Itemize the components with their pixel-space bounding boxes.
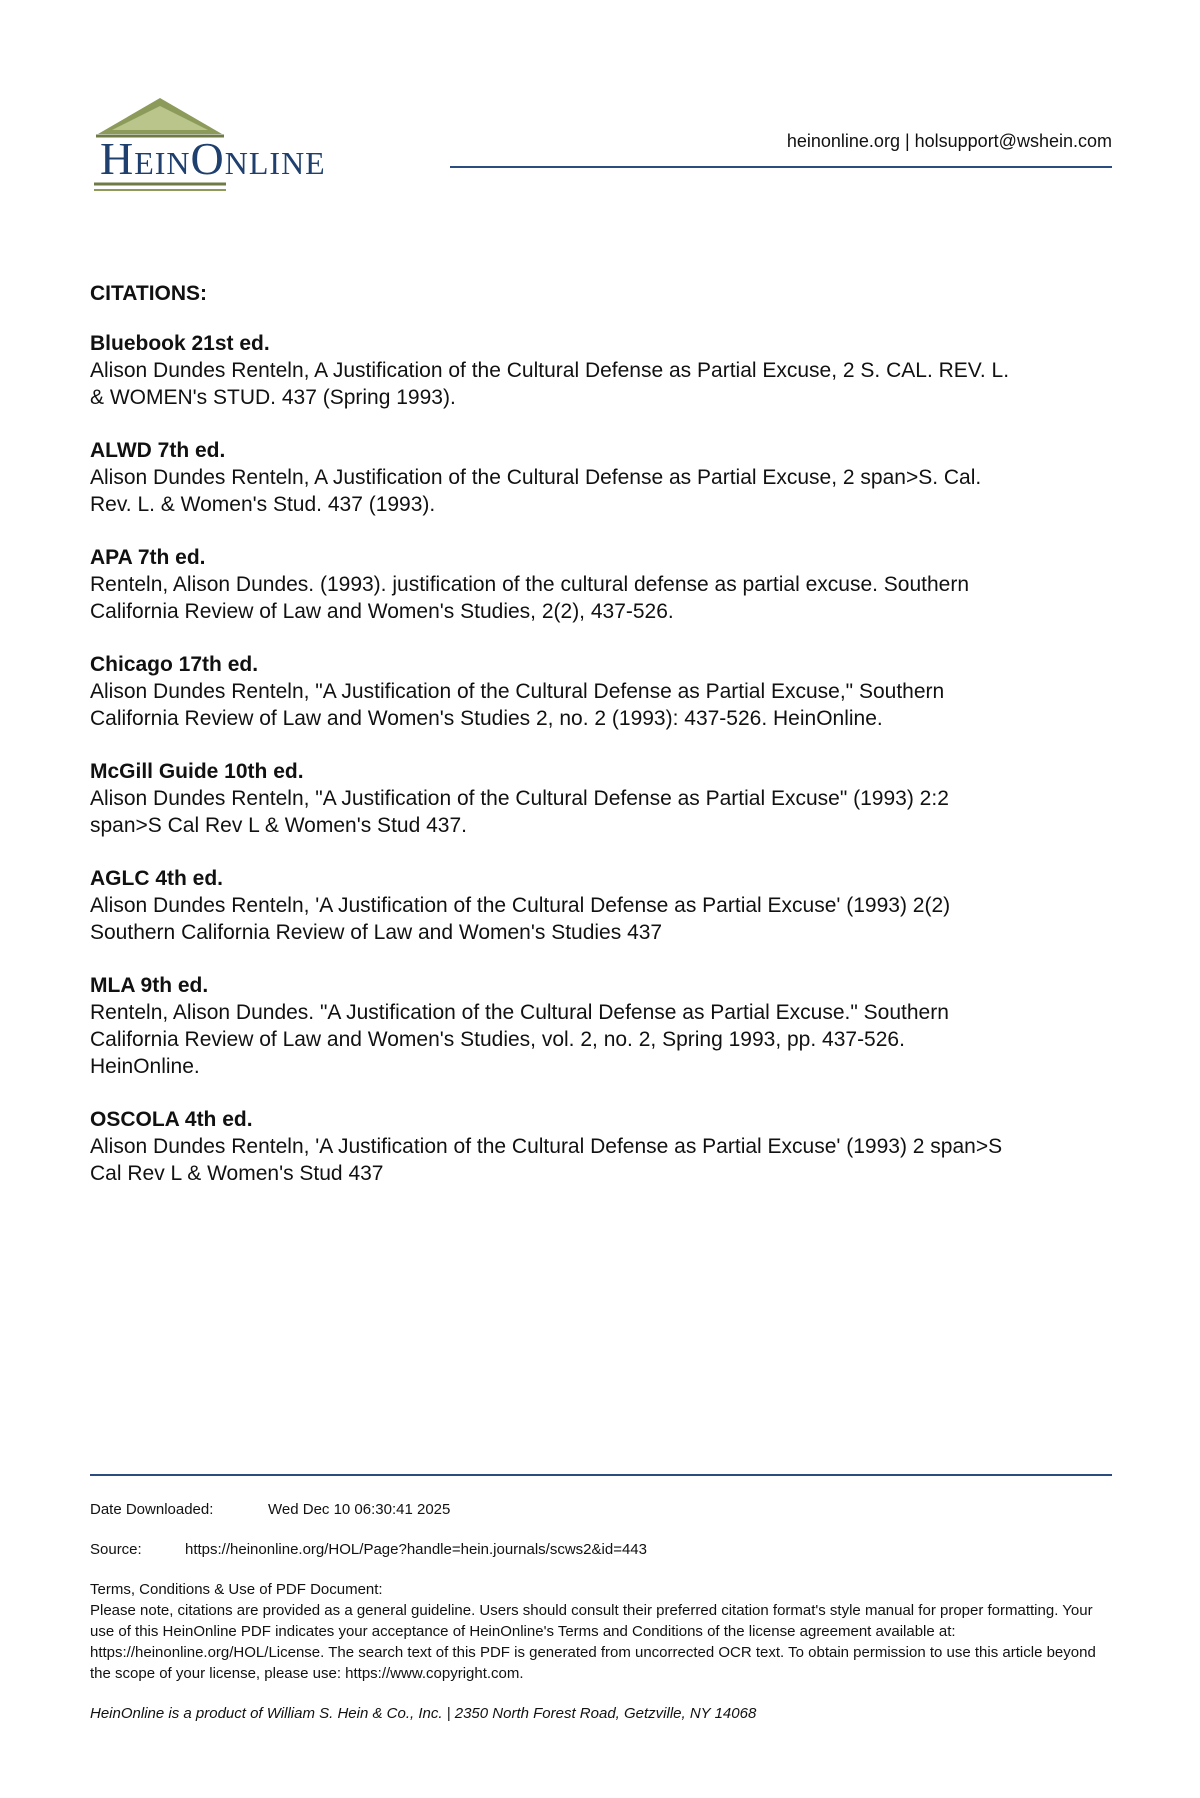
terms-title: Terms, Conditions & Use of PDF Document:	[90, 1581, 383, 1598]
citation-style-label: APA 7th ed.	[90, 546, 206, 569]
citation-text: Alison Dundes Renteln, "A Justification of the Cultural Defense as Partial Excuse" (1993) 2:2 span>S Cal Rev L & Women's Stud 437.	[90, 787, 949, 837]
citation-oscola	[90, 1106, 1010, 1187]
source-label: Source:	[90, 1541, 142, 1558]
citation-bluebook	[90, 330, 1010, 411]
terms-body: Please note, citations are provided as a general guideline. Users should consult their preferred citation format's style manual for proper formatting. Your use of this HeinOnline PDF indicates your acceptance of HeinOnline's Terms and Conditions of the license agreement available at: https://heinonline.org/HOL/License. The search text of this PDF is generated from uncorrected OCR text. To obtain permission to use this article beyond the scope of your license, please use: https://www.copyright.com.	[90, 1602, 1096, 1682]
header-contact: heinonline.org | holsupport@wshein.com	[786, 131, 1112, 151]
logo-wordmark	[100, 132, 326, 185]
citation-style-label: Chicago 17th ed.	[90, 653, 259, 676]
citation-mla	[90, 972, 1010, 1080]
date-downloaded-value: Wed Dec 10 06:30:41 2025	[268, 1501, 451, 1518]
citation-mcgill	[90, 758, 1010, 839]
logo-text: HeinOnline	[100, 133, 326, 184]
citation-text: Alison Dundes Renteln, A Justification of the Cultural Defense as Partial Excuse, 2 S. CAL. REV. L. & WOMEN's STUD. 437 (Spring 1993).	[90, 359, 1010, 409]
source-link[interactable]: https://heinonline.org/HOL/Page?handle=hein.journals/scws2&id=443	[185, 1541, 647, 1558]
citation-text: Renteln, Alison Dundes. (1993). justification of the cultural defense as partial excuse. Southern California Review of Law and Women's Studies, 2(2), 437-526.	[90, 573, 970, 623]
header-divider	[450, 166, 1112, 168]
citation-alwd	[90, 437, 1010, 518]
date-downloaded-label: Date Downloaded:	[90, 1501, 214, 1518]
citation-style-label: AGLC 4th ed.	[90, 867, 224, 890]
citation-style-label: Bluebook 21st ed.	[90, 332, 270, 355]
citation-text: Alison Dundes Renteln, 'A Justification of the Cultural Defense as Partial Excuse' (1993) 2 span>S Cal Rev L & Women's Stud 437	[90, 1135, 1003, 1185]
citations-section	[90, 282, 1010, 1213]
footer-divider	[90, 1474, 1112, 1476]
heinonline-logo	[90, 96, 395, 200]
date-downloaded-row	[90, 1500, 1112, 1520]
citation-style-label: McGill Guide 10th ed.	[90, 760, 304, 783]
citation-aglc	[90, 865, 1010, 946]
citations-heading: CITATIONS:	[90, 282, 208, 305]
footer	[90, 1500, 1112, 1724]
citation-style-label: OSCOLA 4th ed.	[90, 1108, 253, 1131]
publisher-line: HeinOnline is a product of William S. Hein & Co., Inc. | 2350 North Forest Road, Getzville, NY 14068	[90, 1705, 757, 1722]
citation-style-label: ALWD 7th ed.	[90, 439, 226, 462]
citation-text: Alison Dundes Renteln, A Justification of the Cultural Defense as Partial Excuse, 2 span>S. Cal. Rev. L. & Women's Stud. 437 (1993).	[90, 466, 982, 516]
citation-style-label: MLA 9th ed.	[90, 974, 209, 997]
citation-text: Alison Dundes Renteln, "A Justification of the Cultural Defense as Partial Excuse," Southern California Review of Law and Women's Studies 2, no. 2 (1993): 437-526. HeinOnline.	[90, 680, 945, 730]
citation-text: Renteln, Alison Dundes. "A Justification of the Cultural Defense as Partial Excuse." Southern California Review of Law and Women's Studies, vol. 2, no. 2, Spring 1993, pp. 437-526. HeinOnline.	[90, 1001, 949, 1078]
citation-chicago	[90, 651, 1010, 732]
citation-apa	[90, 544, 1010, 625]
citation-text: Alison Dundes Renteln, 'A Justification of the Cultural Defense as Partial Excuse' (1993) 2(2) Southern California Review of Law and Women's Studies 437	[90, 894, 951, 944]
source-row	[90, 1540, 1112, 1560]
